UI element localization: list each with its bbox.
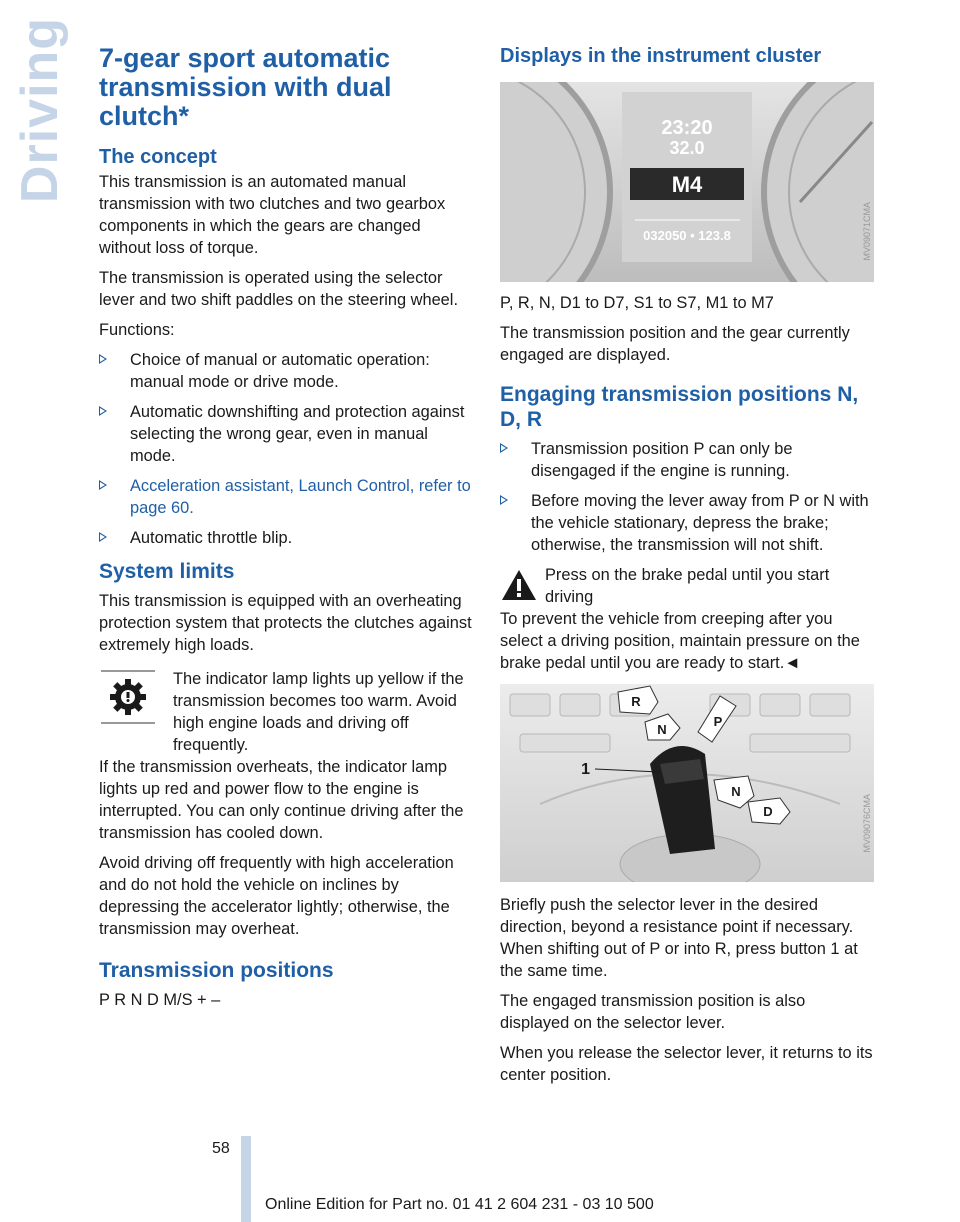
- side-tab-label: Driving: [11, 16, 69, 204]
- arrow-label-p: P: [713, 714, 723, 729]
- list-item: Transmission position P can only be disengaged if the engine is running.: [500, 438, 876, 482]
- arrow-label-r: R: [631, 694, 641, 709]
- bullet-triangle-icon: [99, 532, 107, 542]
- lever-paragraph-2: The engaged transmission position is also displayed on the selector lever.: [500, 992, 806, 1032]
- concept-paragraph-1: This transmission is an automated manual transmission with two clutches and two gearbox components in which the gears are changed without loss of torque.: [99, 173, 446, 257]
- displays-heading: Displays in the instrument cluster: [500, 45, 822, 67]
- functions-label: Functions:: [99, 321, 175, 339]
- warning-title: Press on the brake pedal until you start driving: [545, 566, 830, 606]
- cluster-temp: 32.0: [669, 138, 705, 158]
- list-item-link[interactable]: [99, 475, 475, 519]
- cluster-gear: M4: [671, 172, 703, 197]
- arrow-label-d: D: [763, 804, 773, 819]
- right-column: [500, 44, 876, 1094]
- figure-code: MV09076CMA: [862, 794, 872, 853]
- indicator-lamp-note: [99, 668, 475, 756]
- brake-warning: [500, 564, 876, 608]
- section-title: 7-gear sport automatic transmission with dual clutch*: [99, 43, 392, 131]
- left-column: [99, 44, 475, 1019]
- bullet-triangle-icon: [99, 354, 107, 364]
- displays-paragraph-2: The transmission position and the gear currently engaged are displayed.: [500, 324, 850, 364]
- side-tab: [10, 16, 70, 204]
- selector-lever-figure: [500, 684, 874, 882]
- bullet-triangle-icon: [99, 480, 107, 490]
- instrument-cluster-image: [500, 82, 874, 282]
- cluster-time: 23:20: [661, 117, 713, 139]
- figure-code: MV09071CMA: [862, 202, 872, 261]
- limits-paragraph-3: Avoid driving off frequently with high acceleration and do not hold the vehicle on inclines by depressing the accelerator lightly; otherwise, the transmission may overheat.: [99, 854, 454, 938]
- transmission-positions-heading: Transmission positions: [99, 959, 334, 982]
- displays-paragraph-1: P, R, N, D1 to D7, S1 to S7, M1 to M7: [500, 294, 774, 312]
- footer-bar: [241, 1136, 251, 1222]
- concept-paragraph-2: The transmission is operated using the selector lever and two shift paddles on the steering wheel.: [99, 269, 458, 309]
- transmission-gear-warning-icon: [99, 668, 157, 726]
- bullet-triangle-icon: [500, 495, 508, 505]
- engaging-heading: Engaging transmission positions N, D, R: [500, 383, 859, 431]
- footer-edition: Online Edition for Part no. 01 41 2 604 231 - 03 10 500: [265, 1196, 654, 1213]
- functions-list: [99, 349, 475, 549]
- list-item: Choice of manual or automatic operation: manual mode or drive mode.: [99, 349, 475, 393]
- cluster-odometer: 032050 • 123.8: [643, 228, 731, 243]
- system-limits-heading: System limits: [99, 560, 235, 583]
- selector-lever-image: [500, 684, 874, 882]
- positions-text: P R N D M/S + –: [99, 991, 221, 1009]
- warning-triangle-icon: [500, 568, 538, 602]
- concept-heading: The concept: [99, 146, 217, 168]
- lever-paragraph-1: Briefly push the selector lever in the desired direction, beyond a resistance point if necessary. When shifting out of P or into R, press button 1 at the same time.: [500, 896, 858, 980]
- page-number: 58: [212, 1140, 230, 1157]
- button-callout: 1: [581, 761, 590, 778]
- bullet-triangle-icon: [99, 406, 107, 416]
- launch-control-link[interactable]: Acceleration assistant, Launch Control, refer to page 60.: [130, 477, 471, 517]
- indicator-lamp-text: The indicator lamp lights up yellow if the transmission becomes too warm. Avoid high engine loads and driving off frequently.: [173, 670, 464, 754]
- list-item: Automatic throttle blip.: [99, 527, 475, 549]
- lever-paragraph-3: When you release the selector lever, it returns to its center position.: [500, 1044, 873, 1084]
- arrow-label-n-bottom: N: [731, 784, 741, 799]
- engaging-list: [500, 438, 876, 556]
- warning-body: To prevent the vehicle from creeping after you select a driving position, maintain pressure on the brake pedal until you are ready to start.◄: [500, 610, 860, 672]
- list-item: Automatic downshifting and protection against selecting the wrong gear, even in manual mode.: [99, 401, 475, 467]
- limits-paragraph-2: If the transmission overheats, the indicator lamp lights up red and power flow to the engine is interrupted. You can only continue driving after the transmission has cooled down.: [99, 758, 464, 842]
- limits-paragraph-1: This transmission is equipped with an overheating protection system that protects the clutches against extremely high loads.: [99, 592, 472, 654]
- arrow-label-n-top: N: [657, 722, 667, 737]
- list-item: Before moving the lever away from P or N with the vehicle stationary, depress the brake; otherwise, the transmission will not shift.: [500, 490, 876, 556]
- instrument-cluster-figure: [500, 82, 874, 282]
- bullet-triangle-icon: [500, 443, 508, 453]
